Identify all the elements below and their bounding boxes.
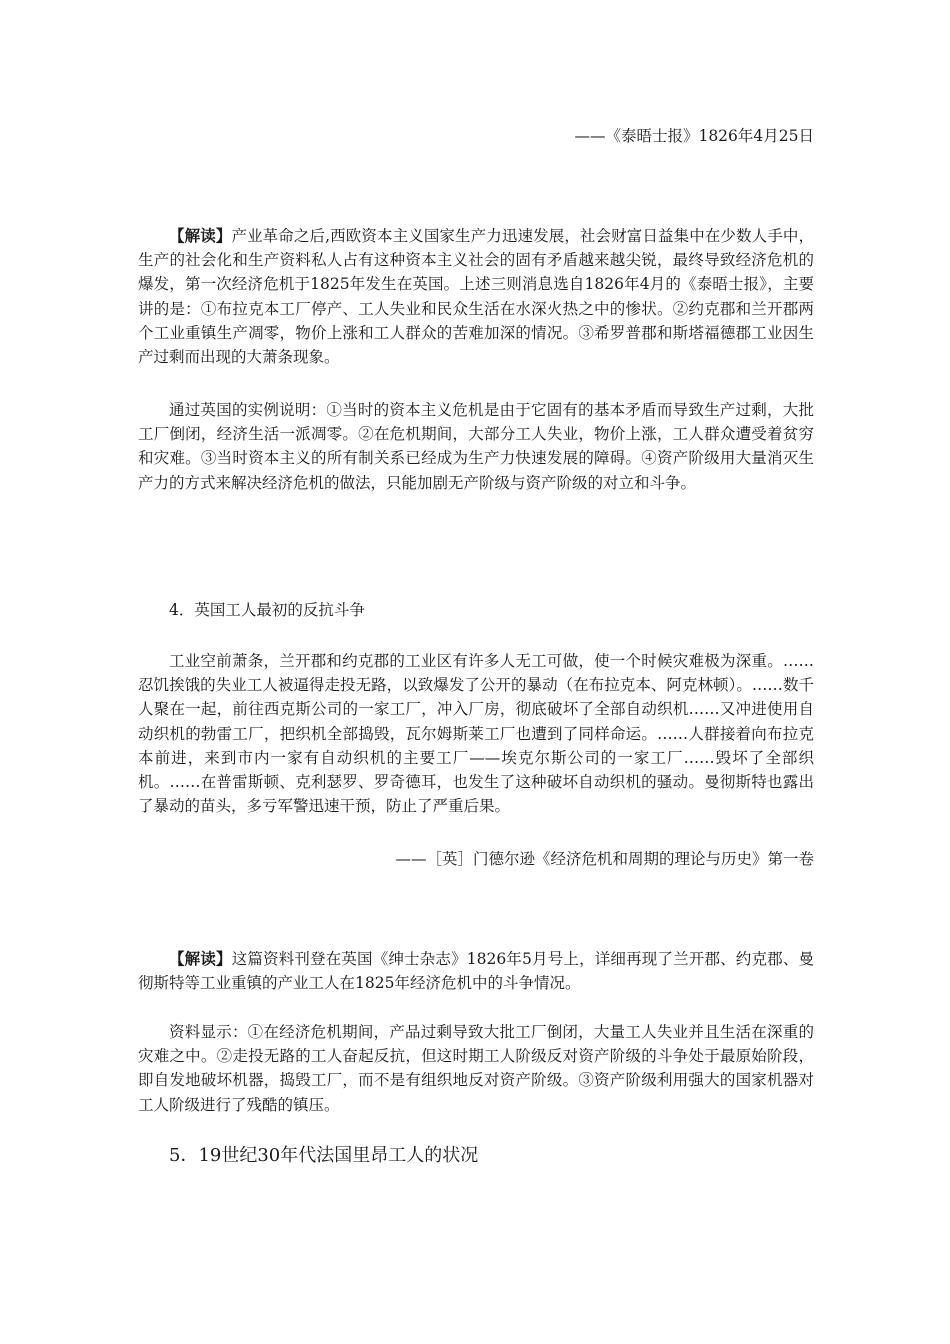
explanation-paragraph-1: 通过英国的实例说明：①当时的资本主义危机是由于它固有的基本矛盾而导致生产过剩，大批工厂倒闭，经济生活一派凋零。②在危机期间，大部分工人失业，物价上涨，工人群众遭受着贫穷和灾难。③当时资本主义的所有制关系已经成为生产力快速发展的障碍。④资产阶级用大量消灭生产力的方式来解决经济危机的做法，只能加剧无产阶级与资产阶级的对立和斗争。 [138,401,814,492]
explanation-block-1 [138,398,814,495]
interpretation-block-2 [138,947,814,995]
interpretation-label: 【解读】 [169,949,232,968]
section-heading-4: 4．英国工人最初的反抗斗争 [169,601,365,619]
citation-times-1826: ——《泰晤士报》1826年4月25日 [574,127,814,145]
interpretation-paragraph-2 [138,947,814,995]
interpretation-paragraph-1 [138,224,814,369]
interpretation-label: 【解读】 [169,226,232,245]
document-page [138,0,814,1344]
quote-block-section-4 [138,649,814,818]
interpretation-block-1 [138,224,814,369]
section-heading-5: 5．19世纪30年代法国里昂工人的状况 [169,1145,479,1166]
explanation-paragraph-2: 资料显示：①在经济危机期间，产品过剩导致大批工厂倒闭，大量工人失业并且生活在深重的灾难之中。②走投无路的工人奋起反抗，但这时期工人阶级反对资产阶级的斗争处于最原始阶段，即自发地破坏机器，捣毁工厂，而不是有组织地反对资产阶级。③资产阶级利用强大的国家机器对工人阶级进行了残酷的镇压。 [138,1023,814,1114]
quote-paragraph: 工业空前萧条，兰开郡和约克郡的工业区有许多人无工可做，使一个时候灾难极为深重。……忍饥挨饿的失业工人被逼得走投无路，以致爆发了公开的暴动（在布拉克本、阿克林顿）。……数千人聚在一起，前往西克斯公司的一家工厂，冲入厂房，彻底破坏了全部自动织机……又冲进使用自动织机的勃雷工厂，把织机全部捣毁，瓦尔姆斯莱工厂也遭到了同样命运。……人群接着向布拉克本前进，来到市内一家有自动织机的主要工厂——埃克尔斯公司的一家工厂……毁坏了全部织机。……在普雷斯顿、克利瑟罗、罗奇德耳，也发生了这种破坏自动织机的骚动。曼彻斯特也露出了暴动的苗头，多亏军警迅速干预，防止了严重后果。 [138,652,814,816]
interpretation-text: 这篇资料刊登在英国《绅士杂志》1826年5月号上，详细再现了兰开郡、约克郡、曼彻斯特等工业重镇的产业工人在1825年经济危机中的斗争情况。 [138,950,814,993]
interpretation-text: 产业革命之后,西欧资本主义国家生产力迅速发展，社会财富日益集中在少数人手中，生产的社会化和生产资料私人占有这种资本主义社会的固有矛盾越来越尖锐，最终导致经济危机的爆发，第一次经济危机于1825年发生在英国。上述三则消息选自1826年4月的《泰晤士报》，主要讲的是：①布拉克本工厂停产、工人失业和民众生活在水深火热之中的惨状。②约克郡和兰开郡两个工业重镇生产凋零，物价上涨和工人群众的苦难加深的情况。③希罗普郡和斯塔福德郡工业因生产过剩而出现的大萧条现象。 [138,227,814,367]
quote-source: ——［英］门德尔逊《经济危机和周期的理论与历史》第一卷 [395,850,814,868]
explanation-block-2 [138,1020,814,1117]
